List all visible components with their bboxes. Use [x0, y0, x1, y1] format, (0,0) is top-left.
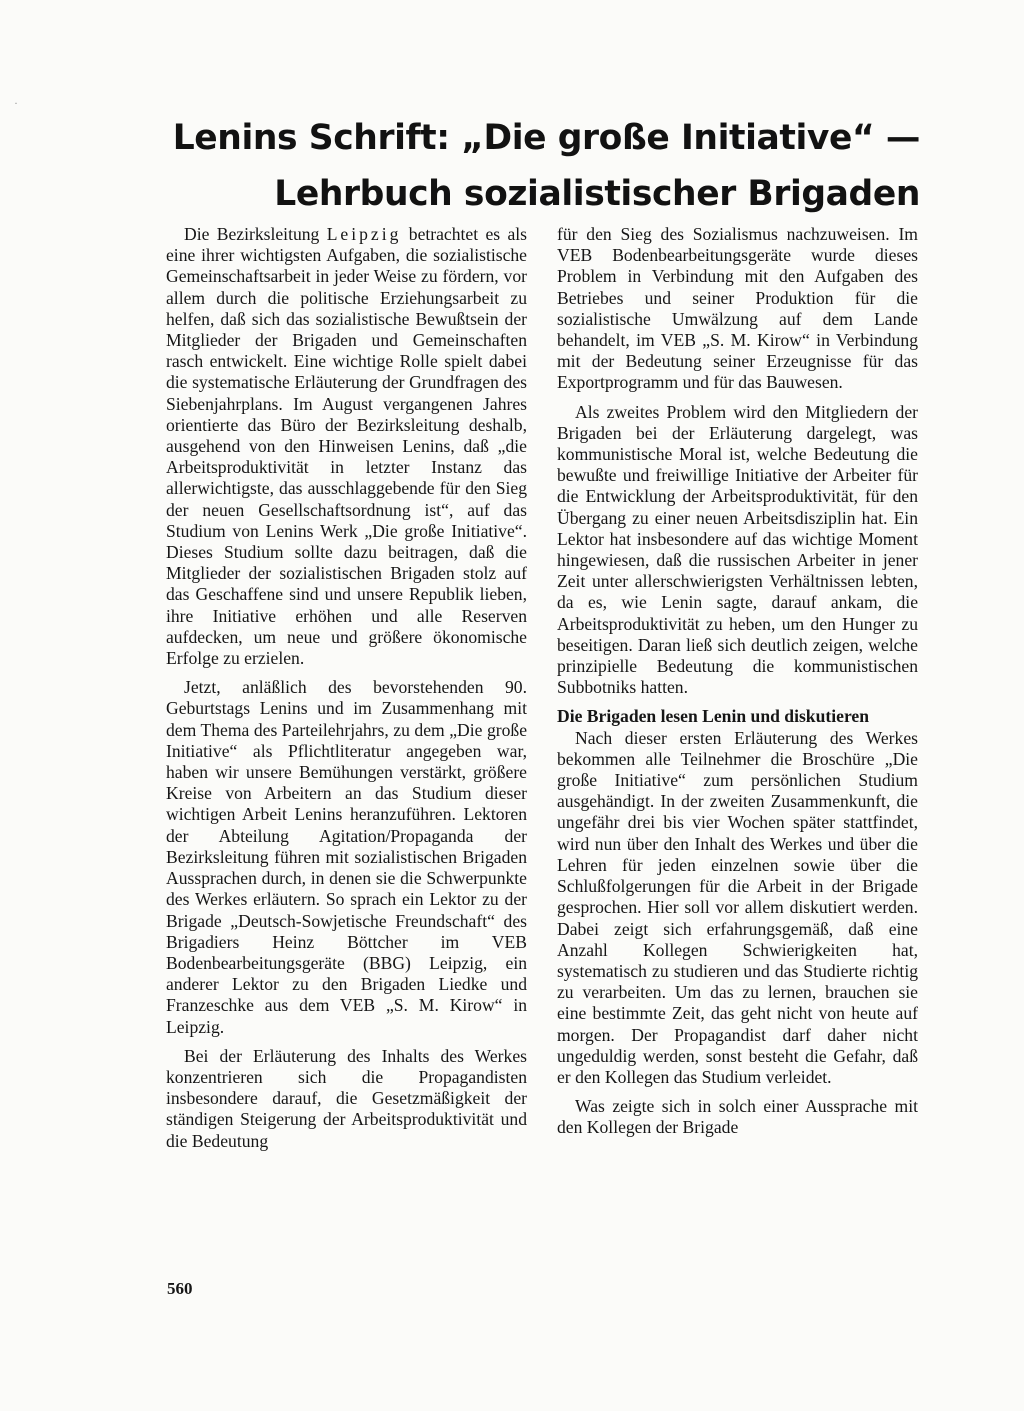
paragraph: Jetzt, anläßlich des bevorstehenden 90. Geburtstags Lenins und im Zusammenhang mit dem Thema des Parteilehrjahrs, zu dem „Die große Initiative“ als Pflichtliteratur angegeben war, haben wir unsere Bemühungen verstärkt, größere Kreise von Arbeitern an das Studium dieser wichtigen Arbeit Lenins heranzuführen. Lektoren der Abteilung Agitation/Propaganda der Bezirksleitung führen mit sozialistischen Brigaden Aussprachen durch, in denen sie die Schwerpunkte des Werkes erläutern. So sprach ein Lektor zu der Brigade „Deutsch-Sowjetische Freundschaft“ des Brigadiers Heinz Böttcher im VEB Bodenbearbeitungsgeräte (BBG) Leipzig, ein anderer Lektor zu den Brigaden Liedke und Franzeschke aus dem VEB „S. M. Kirow“ in Leipzig. — [166, 677, 527, 1037]
article-title — [100, 110, 920, 222]
title-line-1: Lenins Schrift: „Die große Initiative“ — — [172, 118, 920, 158]
paragraph — [166, 224, 527, 669]
paragraph: Als zweites Problem wird den Mitgliedern der Brigaden bei der Erläuterung dargelegt, was kommunistische Moral ist, welche Bedeutung die bewußte und freiwillige Initiative der Arbeiter für die Entwicklung der Arbeitsproduktivität, für den Übergang zu einer neuen Arbeitsdisziplin hat. Ein Lektor hat insbesondere auf das wichtige Moment hingewiesen, daß die russischen Arbeiter in jener Zeit unter allerschwierigsten Verhältnissen lebten, da es, wie Lenin sagte, darauf ankam, die Arbeitsproduktivität zu heben, um den Hunger zu beseitigen. Daran ließ sich deutlich zeigen, welche prinzipielle Bedeutung die kommunistischen Subbotniks hatten. — [557, 401, 918, 698]
scan-mark: · — [14, 96, 18, 110]
paragraph: für den Sieg des Sozialismus nachzuweisen. Im VEB Bodenbearbeitungsgeräte wurde dieses Problem in Verbindung mit den Aufgaben des Betriebes und seiner Produktion für die sozialistische Umwälzung auf dem Lande behandelt, im VEB „S. M. Kirow“ in Verbindung mit der Bedeutung seiner Erzeugnisse für das Exportprogramm und für das Bauwesen. — [557, 224, 918, 393]
paragraph: Was zeigte sich in solch einer Aussprache mit den Kollegen der Brigade — [557, 1096, 918, 1138]
paragraph-text: Die Bezirksleitung — [184, 224, 327, 244]
section-subheading: Die Brigaden lesen Lenin und diskutieren — [557, 706, 870, 727]
paragraph-text: betrachtet es als eine ihrer wichtigsten Aufgaben, die sozialistische Gemeinschaftsarbeit in jeder Weise zu fördern, vor allem durch die politische Erziehungsarbeit zu helfen, daß sich das sozialistische Bewußtsein der Mitglieder der Brigaden und Gemeinschaften rasch entwickelt. Eine wichtige Rolle spielt dabei die systematische Erläuterung der Grundfragen des Siebenjahrplans. Im August vergangenen Jahres orientierte das Büro der Bezirksleitung deshalb, ausgehend von den Hinweisen Lenins, daß „die Arbeitsproduktivität in letzter Instanz das allerwichtigste, das ausschlaggebende für den Sieg der neuen Gesellschaftsordnung ist“, auf das Studium von Lenins Werk „Die große Initiative“. Dieses Studium sollte dazu beitragen, daß die Mitglieder der sozialistischen Brigaden stolz auf das Geschaffene sind und unsere Republik lieben, ihre Initiative erhöhen und alle Reserven aufdecken, um neue und größere ökonomische Erfolge zu erzielen. — [166, 224, 527, 669]
paragraph: Bei der Erläuterung des Inhalts des Werkes konzentrieren sich die Propagandisten insbesondere darauf, die Gesetzmäßigkeit der ständigen Steigerung der Arbeitsproduktivität und die Bedeutung — [166, 1045, 527, 1151]
paragraph: Nach dieser ersten Erläuterung des Werkes bekommen alle Teilnehmer die Broschüre „Die große Initiative“ zum persönlichen Studium ausgehändigt. In der zweiten Zusammenkunft, die ungefähr drei bis vier Wochen später stattfindet, wird nun über den Inhalt des Werkes und über die Lehren für jeden einzelnen sowie über die Schlußfolgerungen für die Arbeit in der Brigade gesprochen. Hier soll vor allem diskutiert werden. Dabei zeigt sich erfahrungsgemäß, daß eine Anzahl Kollegen Schwierigkeiten hat, systematisch zu studieren und das Studierte richtig zu verarbeiten. Um das zu lernen, brauchen sie eine bestimmte Zeit, das geht nicht von heute auf morgen. Der Propagandist darf daher nicht ungeduldig werden, sonst besteht die Gefahr, daß er den Kollegen das Studium verleidet. — [557, 727, 918, 1087]
right-column — [557, 224, 918, 1139]
page-number: 560 — [167, 1279, 193, 1298]
spaced-city-name: Leipzig — [326, 224, 402, 244]
left-column — [166, 224, 527, 1152]
title-line-2: Lehrbuch sozialistischer Brigaden — [274, 174, 920, 214]
